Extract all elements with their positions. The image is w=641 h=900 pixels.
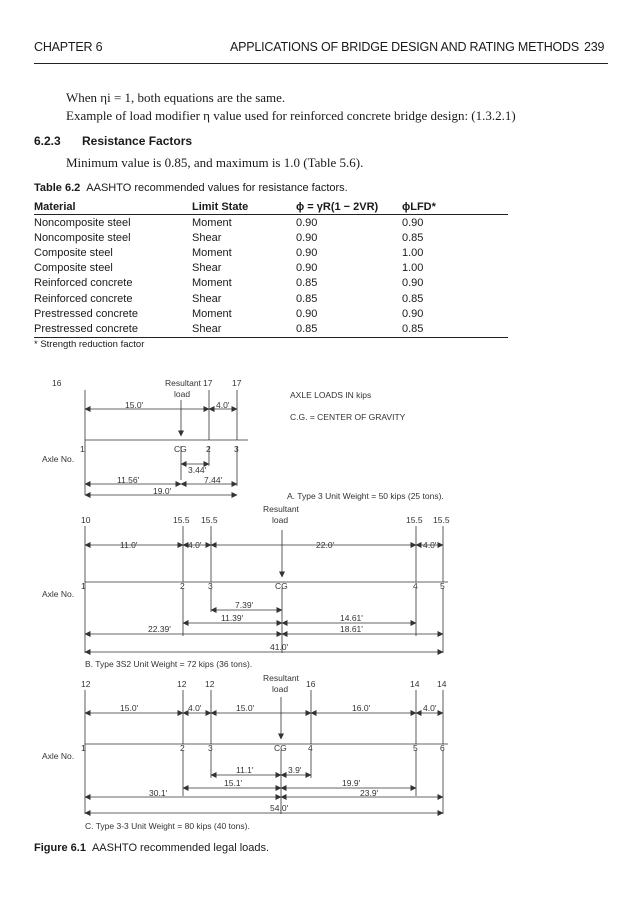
truckC-spacing-4: 16.0'	[352, 703, 371, 713]
truckA-axle-no-label: Axle No.	[42, 454, 75, 464]
header-phi: ϕ = γR(1 − 2VR)	[296, 200, 402, 215]
truckB-caption: B. Type 3S2 Unit Weight = 72 kips (36 tons).	[85, 659, 253, 669]
table-row	[34, 245, 508, 260]
cell-phi-lfd: 1.00	[402, 262, 424, 275]
truckA-dim-344: 3.44'	[188, 465, 207, 475]
chapter-label: CHAPTER 6	[34, 40, 103, 54]
truckC-dim-151: 15.1'	[224, 778, 243, 788]
truckA-axle-1: 1	[80, 444, 85, 454]
truckB-spacing-1: 11.0'	[120, 540, 138, 550]
truckC-dim-199: 19.9'	[342, 778, 361, 788]
legal-loads-figure	[0, 370, 641, 860]
truckC-axle-4: 4	[308, 743, 313, 753]
section-heading	[34, 134, 192, 148]
truckB-dim-1861: 18.61'	[340, 624, 363, 634]
truckA-caption: A. Type 3 Unit Weight = 50 kips (25 tons).	[287, 491, 444, 501]
cell-phi-lfd: 0.85	[402, 231, 424, 244]
cell-material: Prestressed concrete	[34, 307, 138, 320]
header-material: Material	[34, 200, 192, 215]
truckB-spacing-3: 22.0'	[316, 540, 335, 550]
truckA-resultant-label-1: Resultant	[165, 378, 201, 388]
truckB-resultant-label-2: load	[272, 515, 289, 525]
truckB-axle-2: 2	[180, 581, 185, 591]
table-row	[34, 306, 508, 321]
figure-caption	[34, 842, 269, 854]
truckC-axle-5: 5	[413, 743, 418, 753]
truckC-resultant-label-2: load	[272, 684, 289, 694]
cell-phi: 0.90	[296, 216, 318, 229]
cell-material: Composite steel	[34, 246, 113, 259]
truckA-load-2: 17	[203, 378, 213, 388]
cell-limit-state: Moment	[192, 216, 232, 229]
truckB-cg: CG	[275, 581, 288, 591]
truckA-cg: CG	[174, 444, 187, 454]
truckB-dim-739: 7.39'	[235, 600, 254, 610]
cell-phi: 0.90	[296, 262, 318, 275]
truckC-load-5: 14	[410, 679, 420, 689]
cell-phi-lfd: 0.90	[402, 277, 424, 290]
resistance-factor-table	[34, 200, 508, 338]
cell-material: Prestressed concrete	[34, 321, 192, 337]
truckA-dim-1156: 11.56'	[117, 475, 140, 485]
truckB-axle-4: 4	[413, 581, 418, 591]
table-header-row	[34, 200, 508, 215]
truckA-spacing-2: 4.0'	[216, 400, 230, 410]
cell-limit-state: Moment	[192, 307, 232, 320]
truckC-axle-6: 6	[440, 743, 445, 753]
cell-phi-lfd: 0.85	[402, 292, 424, 305]
truckB-spacing-2: 4.0'	[188, 540, 202, 550]
cell-limit-state: Shear	[192, 292, 222, 305]
cell-phi-lfd: 0.90	[402, 307, 424, 320]
table-row	[34, 321, 508, 337]
cell-phi-lfd: 1.00	[402, 246, 424, 259]
truckC-resultant-label-1: Resultant	[263, 673, 299, 683]
table-caption-text: AASHTO recommended values for resistance factors.	[86, 182, 348, 194]
cell-phi: 0.85	[296, 321, 402, 337]
table-row	[34, 291, 508, 306]
table-row	[34, 215, 508, 231]
truckB-dim-2239: 22.39'	[148, 624, 171, 634]
cell-limit-state: Shear	[192, 262, 222, 275]
figure-caption-text: AASHTO recommended legal loads.	[91, 842, 270, 854]
truckA-load-1: 16	[52, 378, 62, 388]
truckB-load-1: 10	[81, 515, 91, 525]
paragraph-example: Example of load modifier η value used for reinforced concrete bridge design: (1.3.2.1)	[66, 108, 516, 123]
header-rule	[34, 63, 608, 64]
cell-material: Composite steel	[34, 262, 113, 275]
truckB-dim-1139: 11.39'	[221, 613, 244, 623]
truckC-caption: C. Type 3-3 Unit Weight = 80 kips (40 tons).	[85, 821, 250, 831]
truckB-spacing-4: 4.0'	[423, 540, 437, 550]
truckC-spacing-3: 15.0'	[236, 703, 255, 713]
cell-material: Reinforced concrete	[34, 277, 133, 290]
page-number: 239	[584, 40, 605, 54]
truckC-dim-111: 11.1'	[236, 765, 254, 775]
cell-phi-lfd: 0.90	[402, 216, 424, 229]
cell-limit-state: Shear	[192, 321, 296, 337]
truckB-load-2: 15.5	[173, 515, 190, 525]
cell-limit-state: Shear	[192, 231, 222, 244]
table-row	[34, 261, 508, 276]
figure-caption-label: Figure 6.1	[34, 842, 86, 854]
cell-phi: 0.90	[296, 307, 318, 320]
truckA-spacing-1: 15.0'	[125, 400, 144, 410]
truckB-axle-no-label: Axle No.	[42, 589, 75, 599]
truckB-dim-410: 41.0'	[270, 642, 289, 652]
truckC-load-2: 12	[177, 679, 187, 689]
truckC-cg: CG	[274, 743, 287, 753]
truckC-load-4: 16	[306, 679, 316, 689]
cell-phi-lfd: 0.85	[402, 321, 508, 337]
truckB-load-5: 15.5	[433, 515, 450, 525]
truckC-axle-no-label: Axle No.	[42, 751, 75, 761]
header-limit-state: Limit State	[192, 200, 296, 215]
truckA-resultant-label-2: load	[174, 389, 191, 399]
paragraph-eta: When ηi = 1, both equations are the same.	[66, 90, 286, 105]
truckC-load-3: 12	[205, 679, 215, 689]
truckB-load-4: 15.5	[406, 515, 423, 525]
truckC-spacing-1: 15.0'	[120, 703, 139, 713]
cell-material: Noncomposite steel	[34, 216, 131, 229]
truckA-dim-190: 19.0'	[153, 486, 172, 496]
truckC-dim-239: 23.9'	[360, 788, 379, 798]
cell-phi: 0.90	[296, 231, 318, 244]
paragraph-min-max: Minimum value is 0.85, and maximum is 1.0 (Table 5.6).	[66, 155, 364, 170]
table-row	[34, 230, 508, 245]
table-caption-label: Table 6.2	[34, 182, 81, 194]
legend-cg: C.G. = CENTER OF GRAVITY	[290, 412, 406, 422]
section-title: Resistance Factors	[82, 134, 193, 148]
header-phi-lfd: ϕLFD*	[402, 200, 508, 215]
table-caption	[34, 182, 348, 194]
truckC-axle-1: 1	[81, 743, 86, 753]
truckC-dim-301: 30.1'	[149, 788, 168, 798]
cell-phi: 0.90	[296, 246, 318, 259]
truckC-spacing-2: 4.0'	[188, 703, 202, 713]
truckB-axle-3: 3	[208, 581, 213, 591]
truckC-load-6: 14	[437, 679, 447, 689]
cell-limit-state: Moment	[192, 277, 232, 290]
table-row	[34, 276, 508, 291]
table-footnote: * Strength reduction factor	[34, 339, 145, 350]
truckC-axle-2: 2	[180, 743, 185, 753]
cell-limit-state: Moment	[192, 246, 232, 259]
truckA-axle-2: 2	[206, 444, 211, 454]
cell-material: Noncomposite steel	[34, 231, 131, 244]
running-title: APPLICATIONS OF BRIDGE DESIGN AND RATING METHODS	[230, 40, 580, 54]
truckC-dim-39: 3.9'	[288, 765, 302, 775]
truckC-dim-540: 54.0'	[270, 803, 289, 813]
truckA-load-3: 17	[232, 378, 242, 388]
cell-material: Reinforced concrete	[34, 292, 133, 305]
cell-phi: 0.85	[296, 277, 318, 290]
truckB-axle-1: 1	[81, 581, 86, 591]
truckB-resultant-label-1: Resultant	[263, 504, 299, 514]
truckB-axle-5: 5	[440, 581, 445, 591]
truckA-dim-744: 7.44'	[204, 475, 223, 485]
truckA-axle-3: 3	[234, 444, 239, 454]
section-number: 6.2.3	[34, 134, 61, 148]
truckC-load-1: 12	[81, 679, 91, 689]
legend-axle-loads: AXLE LOADS IN kips	[290, 390, 372, 400]
truckB-dim-1461: 14.61'	[340, 613, 363, 623]
truckC-spacing-5: 4.0'	[423, 703, 437, 713]
truckC-axle-3: 3	[208, 743, 213, 753]
cell-phi: 0.85	[296, 292, 318, 305]
truckB-load-3: 15.5	[201, 515, 218, 525]
